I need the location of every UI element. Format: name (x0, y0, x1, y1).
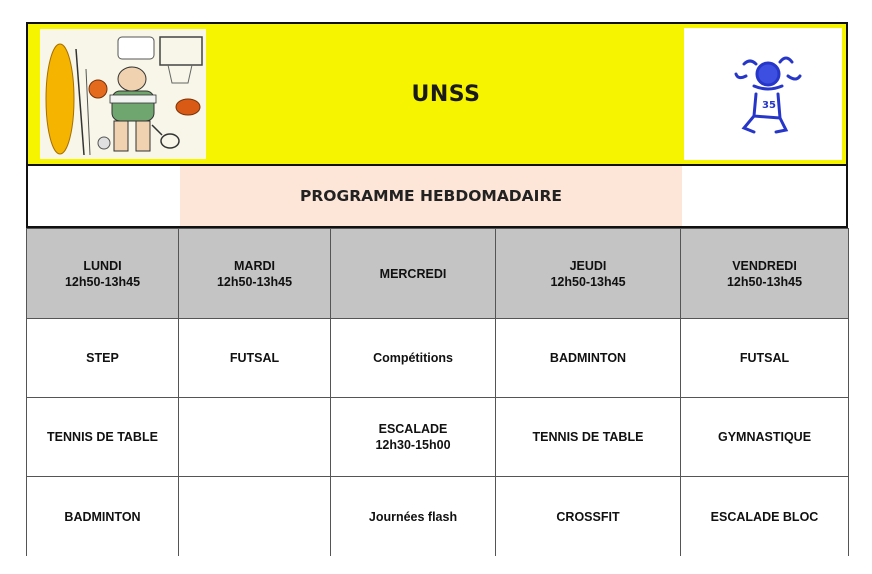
activity-cell (27, 398, 179, 477)
activity-cell (681, 477, 849, 557)
day-name: MERCREDI (379, 266, 447, 281)
activity-cell (496, 398, 681, 477)
day-name: JEUDI (569, 258, 607, 273)
weekly-schedule-table (26, 228, 849, 556)
activity-name: BADMINTON (64, 509, 141, 524)
activity-name: FUTSAL (229, 351, 280, 365)
activity-cell (27, 319, 179, 398)
activity-name: TENNIS DE TABLE (532, 430, 644, 444)
activity-cell (331, 319, 496, 398)
day-header-vendredi (681, 229, 849, 319)
logo-number: 35 (762, 100, 776, 111)
activity-name: CROSSFIT (556, 509, 620, 524)
subtitle-row (28, 166, 846, 226)
activity-row (27, 319, 849, 398)
mascot-logo-icon (684, 28, 842, 160)
activity-name: ESCALADE BLOC (710, 509, 819, 524)
club-logo (684, 28, 842, 160)
activity-cell (681, 398, 849, 477)
day-header-mardi (179, 229, 331, 319)
activity-name: FUTSAL (739, 351, 790, 365)
activity-name: Journées flash (368, 509, 458, 524)
activity-name: Compétitions (373, 351, 453, 365)
activity-cell (27, 477, 179, 557)
activity-cell (179, 319, 331, 398)
day-time: 12h50-13h45 (216, 274, 293, 289)
day-name: MARDI (234, 258, 275, 273)
activity-cell (496, 477, 681, 557)
day-time: 12h50-13h45 (550, 274, 626, 289)
day-time: 12h50-13h45 (726, 274, 803, 289)
day-name: VENDREDI (732, 258, 797, 273)
activity-row (27, 477, 849, 557)
day-name: LUNDI (83, 258, 122, 273)
activity-row (27, 398, 849, 477)
activity-cell (331, 477, 496, 557)
day-header-jeudi (496, 229, 681, 319)
page-title: UNSS (411, 81, 481, 107)
activity-name: TENNIS DE TABLE (47, 430, 158, 444)
day-header-row (27, 229, 849, 319)
page-header (26, 22, 848, 228)
activity-cell (496, 319, 681, 398)
day-header-mercredi (331, 229, 496, 319)
activity-cell-empty (179, 477, 331, 557)
day-time: 12h50-13h45 (64, 274, 141, 289)
activity-name: STEP (86, 351, 119, 365)
program-subtitle: PROGRAMME HEBDOMADAIRE (180, 166, 682, 226)
sports-illustration (40, 29, 206, 159)
sports-illustration-image (40, 29, 206, 159)
activity-cell (681, 319, 849, 398)
activity-name: BADMINTON (549, 351, 627, 365)
activity-name: GYMNASTIQUE (717, 430, 812, 444)
day-header-lundi (27, 229, 179, 319)
activity-name: ESCALADE (378, 422, 448, 436)
activity-cell (331, 398, 496, 477)
activity-time: 12h30-15h00 (375, 438, 451, 452)
activity-cell-empty (179, 398, 331, 477)
